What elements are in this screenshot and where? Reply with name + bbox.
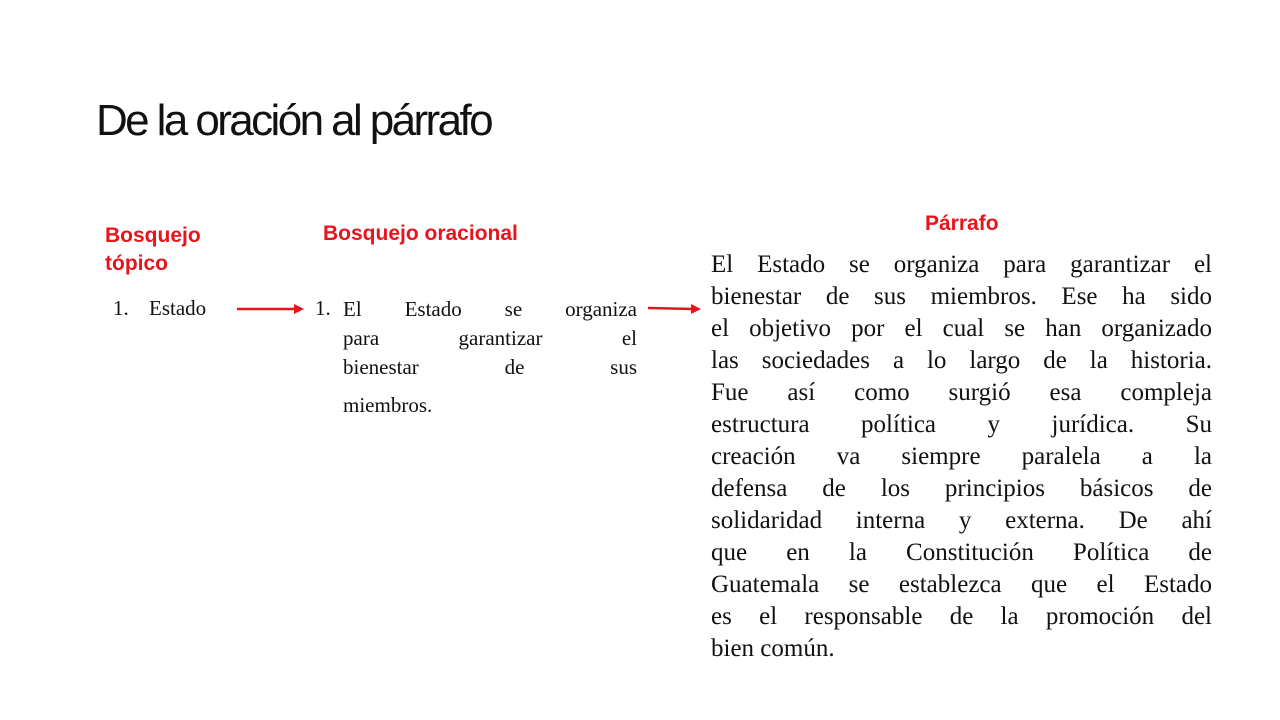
arrow-right-icon xyxy=(647,301,703,315)
text-line: para garantizar el xyxy=(343,326,637,350)
heading-line: Bosquejo xyxy=(105,224,201,247)
sentence-item-text xyxy=(343,295,637,420)
slide-title: De la oración al párrafo xyxy=(96,96,491,145)
text-line: que en la Constitución Política de xyxy=(711,539,1212,566)
text-line: estructura política y jurídica. Su xyxy=(711,411,1212,438)
topic-outline-heading xyxy=(105,222,201,278)
sentence-outline-heading: Bosquejo oracional xyxy=(323,222,518,245)
text-line: El Estado se organiza xyxy=(343,297,637,321)
paragraph-heading: Párrafo xyxy=(925,212,999,235)
text-line: las sociedades a lo largo de la historia. xyxy=(711,347,1212,374)
text-line: bien común. xyxy=(711,635,835,662)
text-line: el objetivo por el cual se han organizado xyxy=(711,315,1212,342)
text-line: bienestar de sus xyxy=(343,355,637,379)
text-line: solidaridad interna y externa. De ahí xyxy=(711,507,1212,534)
text-line: miembros. xyxy=(343,393,433,417)
topic-item-number: 1. xyxy=(113,296,129,320)
text-line: es el responsable de la promoción del xyxy=(711,603,1212,630)
paragraph-text xyxy=(711,249,1212,665)
sentence-item-number: 1. xyxy=(315,296,331,320)
text-line: creación va siempre paralela a la xyxy=(711,443,1212,470)
text-line: Guatemala se establezca que el Estado xyxy=(711,571,1212,598)
topic-item-text: Estado xyxy=(149,296,207,320)
text-line: bienestar de sus miembros. Ese ha sido xyxy=(711,283,1212,310)
text-line: Fue así como surgió esa compleja xyxy=(711,379,1212,406)
text-line: El Estado se organiza para garantizar el xyxy=(711,251,1212,278)
arrow-right-icon xyxy=(236,302,306,316)
heading-line: tópico xyxy=(105,252,168,275)
text-line: defensa de los principios básicos de xyxy=(711,475,1212,502)
